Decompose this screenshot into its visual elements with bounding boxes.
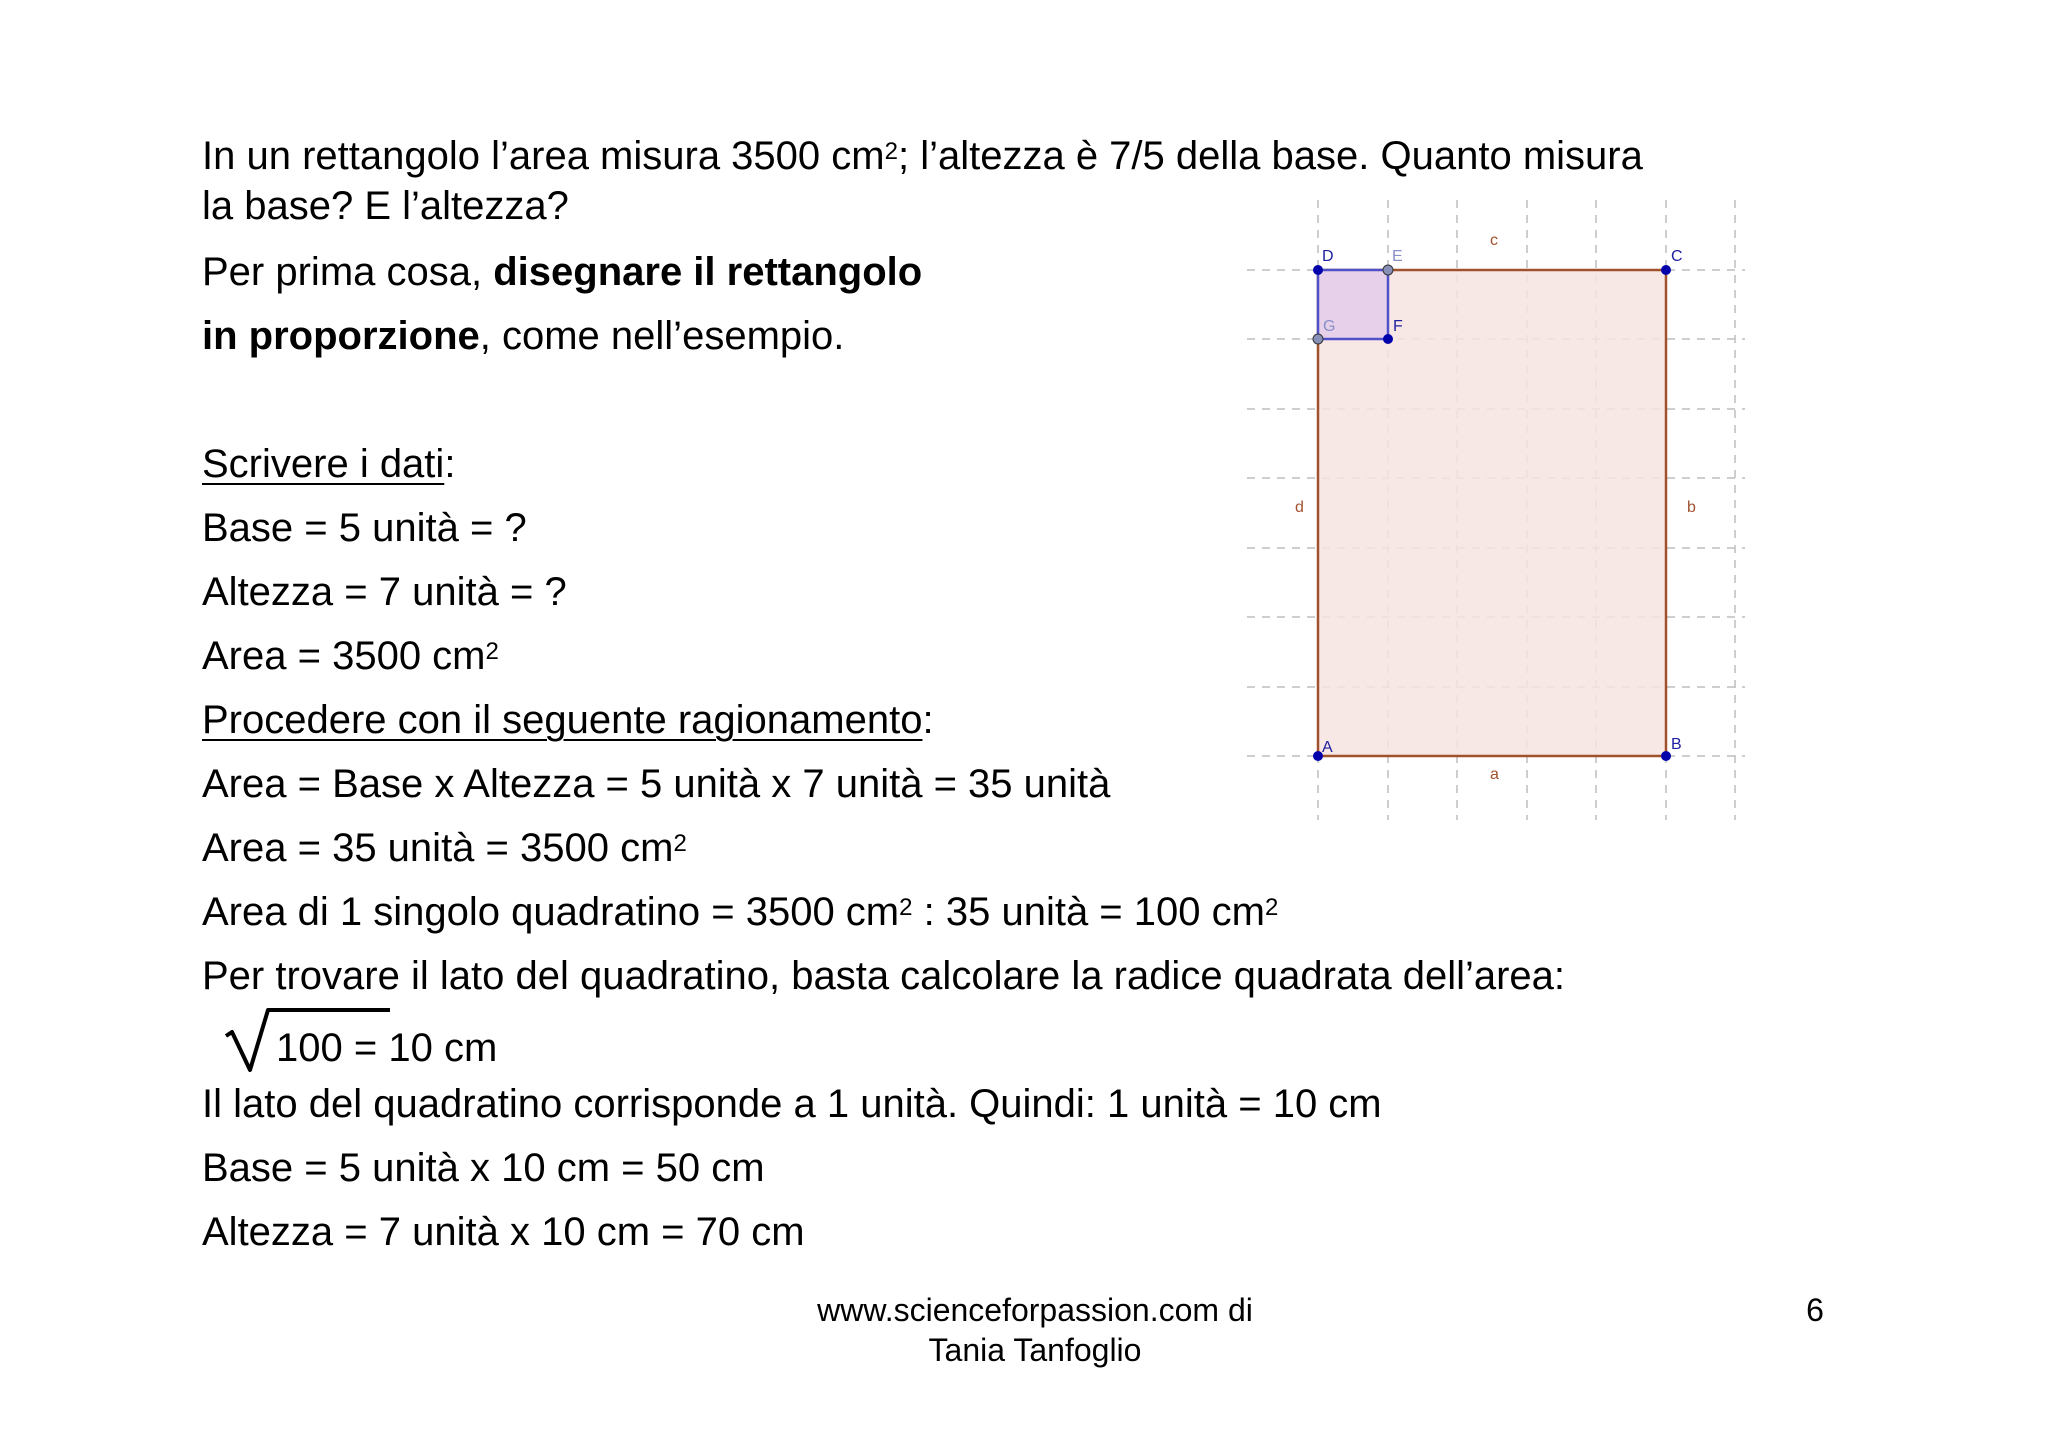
- label-f: F: [1393, 318, 1403, 335]
- point-c: [1661, 265, 1671, 275]
- reasoning-step-2-text: Area = 35 unità = 3500 cm: [202, 826, 674, 870]
- label-b: B: [1671, 736, 1682, 753]
- problem-text-1a: In un rettangolo l’area misura 3500 cm: [202, 134, 885, 178]
- superscript: 2: [899, 894, 913, 921]
- reasoning-step-3b: : 35 unità = 100 cm: [912, 890, 1265, 934]
- instruction-line-1: [202, 248, 922, 296]
- data-area: [202, 632, 499, 680]
- instruction-text: Per prima cosa,: [202, 250, 494, 294]
- side-label-b: b: [1687, 499, 1696, 516]
- problem-text-1b: ; l’altezza è 7/5 della base. Quanto misura: [897, 134, 1643, 178]
- side-label-c: c: [1490, 232, 1498, 249]
- label-d: D: [1322, 248, 1334, 265]
- label-a: A: [1322, 739, 1333, 756]
- data-area-text: Area = 3500 cm: [202, 634, 486, 678]
- reasoning-step-4: Per trovare il lato del quadratino, basta calcolare la radice quadrata dell’area:: [202, 954, 1566, 998]
- problem-line-1: [202, 132, 1643, 180]
- label-c: C: [1671, 248, 1683, 265]
- superscript: 2: [1264, 894, 1279, 921]
- point-b: [1661, 751, 1671, 761]
- reasoning-step-5: Il lato del quadratino corrisponde a 1 unità. Quindi: 1 unità = 10 cm: [202, 1082, 1382, 1126]
- data-altezza: Altezza = 7 unità = ?: [202, 570, 567, 614]
- instruction-line-2: [202, 312, 844, 360]
- instruction-bold-1: disegnare il rettangolo: [493, 250, 923, 294]
- sqrt-result: = 10 cm: [342, 1026, 498, 1070]
- base-result: Base = 5 unità x 10 cm = 50 cm: [202, 1146, 765, 1190]
- instruction-bold-2: in proporzione: [202, 314, 480, 358]
- superscript: 2: [485, 638, 499, 665]
- point-d: [1313, 265, 1323, 275]
- sqrt-radicand: 100: [276, 1026, 343, 1070]
- point-g: [1313, 334, 1323, 344]
- superscript: 2: [673, 830, 687, 857]
- reasoning-step-3: [202, 888, 1278, 936]
- side-label-a: a: [1490, 766, 1499, 783]
- side-label-d: d: [1295, 499, 1304, 516]
- footer-author: Tania Tanfoglio: [928, 1332, 1142, 1368]
- label-g: G: [1323, 318, 1336, 335]
- page-number: 6: [1806, 1292, 1824, 1328]
- sqrt-expression: [276, 1024, 497, 1072]
- point-e: [1383, 265, 1393, 275]
- reasoning-heading: [202, 696, 934, 744]
- altezza-result: Altezza = 7 unità x 10 cm = 70 cm: [202, 1210, 805, 1254]
- instruction-text-2: , come nell’esempio.: [479, 314, 845, 358]
- reasoning-heading-text: Procedere con il seguente ragionamento: [202, 698, 923, 742]
- data-heading-colon: :: [444, 442, 456, 486]
- data-heading-text: Scrivere i dati: [202, 442, 445, 486]
- problem-line-2: la base? E l’altezza?: [202, 184, 569, 228]
- reasoning-step-2: [202, 824, 687, 872]
- rectangle-figure: [1235, 195, 1755, 825]
- main-rectangle: [1318, 270, 1666, 756]
- label-e: E: [1392, 248, 1403, 265]
- data-heading: [202, 440, 455, 488]
- reasoning-heading-colon: :: [922, 698, 934, 742]
- footer-site: www.scienceforpassion.com di: [817, 1292, 1253, 1328]
- point-f: [1383, 334, 1393, 344]
- superscript: 2: [884, 138, 898, 165]
- data-base: Base = 5 unità = ?: [202, 506, 527, 550]
- reasoning-step-1: Area = Base x Altezza = 5 unità x 7 unità = 35 unità: [202, 762, 1111, 806]
- reasoning-step-3a: Area di 1 singolo quadratino = 3500 cm: [202, 890, 900, 934]
